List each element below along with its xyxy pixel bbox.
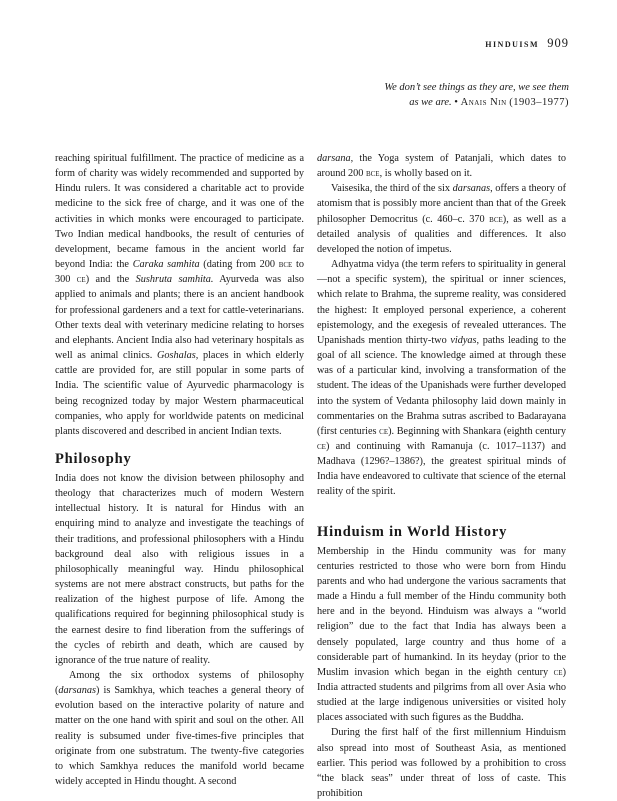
epigraph-quote-end: as we are. xyxy=(409,97,452,108)
running-head xyxy=(485,36,569,51)
paragraph: Vaisesika, the third of the six darsanas, offers a theory of atomism that is possibly more ancient than that of the Greek philosopher Democritus (c. 460–c. 370 bce), as well as a detailed analysis of qualities and differences. It also developed the notion of impetus. xyxy=(317,183,566,255)
paragraph: Adhyatma vidya (the term refers to spirituality in general—not a specific system), the spiritual or inner sciences, which relate to Brahma, the supreme reality, was considered the highest: It employed personal experience, a coherent epistemology, and the exegesis of revealed utterances. The Upanishads mention thirty-two vidyas, paths leading to the goal of all science. The knowledge aimed at through these was of a particular kind, involving a transformation of the student. The ideas of the Upanishads were further developed into the system of Vedanta philosophy laid down mainly in commentaries on the Brahma sutras ascribed to Badarayana (first centuries ce). Beginning with Shankara (eighth century ce) and continuing with Ramanuja (c. 1017–1137) and Madhava (1296?–1386?), the greatest spiritual minds of India have endeavored to cultivate that science of the eternal reality of the spirit. xyxy=(317,259,567,498)
paragraph: Membership in the Hindu community was for many centuries restricted to those who were born from Hindu parents and who had undergone the various sacraments that made a Hindu a full member of the Hindu community both here and in the beyond. Hinduism was always a “world religion” due to the fact that India has always been a densely populated, large country and thus home of a considerable part of humankind. In its heyday (prior to the Muslim invasion which began in the eighth century ce) India attracted students and pilgrims from all over Asia who studied at the large indigenous universities or visited holy places associated with such figures as the Buddha. xyxy=(317,545,566,724)
epigraph-author: Anais Nin xyxy=(460,97,507,108)
epigraph-dates: (1903–1977) xyxy=(509,97,569,108)
paragraph: reaching spiritual fulfillment. The practice of medicine as a form of charity was widely recommended and supported by Hindu rulers. It was considered a charitable act to provide medicine to the sick free of charge, and it was one of the activities in which monks were encouraged to participate. Two Indian medical handbooks, the result of centuries of development, became famous in the ancient world far beyond India: the Caraka samhita (dating from 200 bce to 300 ce) and the Sushruta samhita. Ayurveda was also applied to animals and plants; there is an ancient handbook for professional gardeners and a text for cattle-veterinarians. Other texts deal with veterinary medicine relating to horses and elephants. Ancient India also had veterinary hospitals as well as animal clinics. Goshalas, places in which elderly cattle are provided for, are still popular in some parts of India. The scientific value of Ayurvedic pharmacology is being recognized today by major Western pharmaceutical companies, who apply for worldwide patents on medicinal plants discovered and described in ancient Indian texts. xyxy=(55,153,304,437)
paragraph: During the first half of the first millennium Hinduism also spread into most of Southeast Asia, as mentioned earlier. This period was followed by a prohibition to cross “the black seas” under threat of loss of caste. This prohibition xyxy=(317,727,566,800)
section-heading-hinduism-in-world-history: Hinduism in World History xyxy=(317,523,508,540)
epigraph-line-1: We don’t see things as they are, we see them xyxy=(384,82,569,93)
paragraph: India does not know the division between philosophy and theology that characterizes much of modern Western intellectual history. It is natural for Hindus with an enquiring mind to analyze and investigate the teachings of their traditions, and professional philosophers with a Hindu background deal also with religious issues in a philosophically meaningful way. Hindu philosophical systems are not mere abstract constructs, but paths for the realization of the highest purpose of life. Among the qualifications required for beginning philosophical study is the earnest desire to find liberation from the sufferings of the cycles of rebirth and death, which are caused by ignorance of the true nature of reality. xyxy=(55,472,304,666)
epigraph xyxy=(269,80,569,110)
left-column xyxy=(55,151,304,789)
page-number: 909 xyxy=(547,36,569,50)
running-head-section: hinduism xyxy=(485,36,539,50)
section-heading-philosophy: Philosophy xyxy=(55,450,132,467)
paragraph: darsana, the Yoga system of Patanjali, which dates to around 200 bce, is wholly based on it. xyxy=(317,153,566,180)
epigraph-line-2 xyxy=(269,95,569,110)
paragraph: Among the six orthodox systems of philosophy (darsanas) is Samkhya, which teaches a general theory of evolution based on the interactive polarity of nature and matter on the one hand with spirit and soul on the other. All reality is subsumed under five-times-five principles that originate from one substratum. The twenty-five categories to which Samkhya reduces the manifold world became widely accepted in Hindu thought. A second xyxy=(55,670,304,788)
epigraph-bullet: • xyxy=(454,97,458,108)
right-column xyxy=(317,151,566,801)
